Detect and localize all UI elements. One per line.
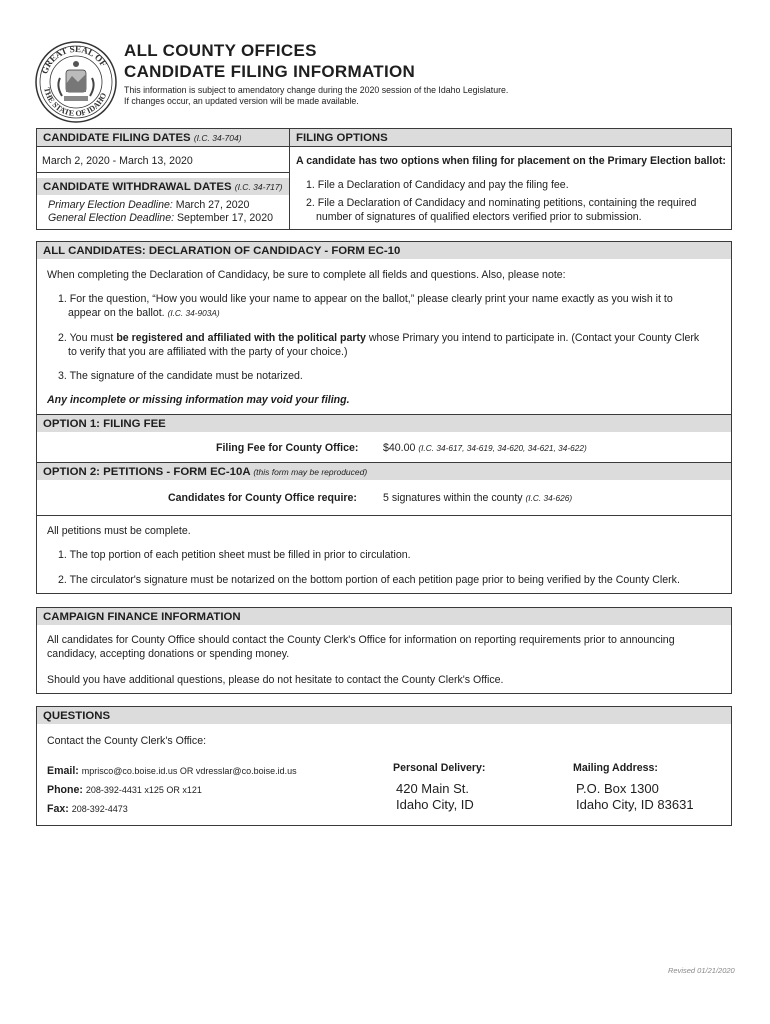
questions-heading: QUESTIONS [37, 707, 731, 724]
personal-delivery-address: 420 Main St. Idaho City, ID [396, 781, 474, 812]
mailing-address: P.O. Box 1300 Idaho City, ID 83631 [576, 781, 694, 812]
option2-heading: OPTION 2: PETITIONS - FORM EC-10A (this form may be reproduced) [37, 463, 731, 480]
filing-dates-heading: CANDIDATE FILING DATES (I.C. 34-704) [37, 129, 289, 146]
title-line-1: ALL COUNTY OFFICES [124, 41, 317, 60]
declaration-item-2: 2. You must be registered and affiliated with the political party whose Primary you intend to participate in. (Contact your County Clerk to verify that you are affiliated with the party of your choice.) [58, 332, 700, 358]
petitions-intro: All petitions must be complete. [47, 525, 191, 537]
personal-delivery-label: Personal Delivery: [393, 762, 486, 774]
questions-intro: Contact the County Clerk's Office: [47, 735, 207, 747]
declaration-intro: When completing the Declaration of Candidacy, be sure to complete all fields and questions. Also, please note: [47, 269, 566, 281]
campaign-finance-heading: CAMPAIGN FINANCE INFORMATION [37, 608, 731, 625]
primary-deadline: Primary Election Deadline: March 27, 2020 [48, 199, 250, 211]
divider [36, 146, 732, 147]
revision-date: Revised 01/21/2020 [668, 966, 735, 975]
option2-value: 5 signatures within the county (I.C. 34-626) [383, 492, 573, 504]
amendment-note: This information is subject to amendatory change during the 2020 session of the Idaho Legislature. If changes occur, an updated version will be made available. [124, 85, 509, 106]
option1-value: $40.00 (I.C. 34-617, 34-619, 34-620, 34-621, 34-622) [383, 442, 587, 454]
petitions-item-2: 2. The circulator's signature must be notarized on the bottom portion of each petition page prior to being verified by the County Clerk. [58, 574, 680, 586]
divider [36, 172, 289, 173]
title-line-2: CANDIDATE FILING INFORMATION [124, 62, 416, 81]
mailing-address-label: Mailing Address: [573, 762, 658, 774]
option2-label: Candidates for County Office require: [168, 492, 357, 504]
declaration-warning: Any incomplete or missing information may void your filing. [47, 394, 350, 406]
filing-dates-value: March 2, 2020 - March 13, 2020 [42, 155, 193, 167]
declaration-item-1: 1. For the question, “How you would like your name to appear on the ballot,” please clearly print your name exactly as you wish it to appear on the ballot. (I.C. 34-903A) [58, 293, 673, 319]
phone-line: Phone: 208-392-4431 x125 OR x121 [47, 784, 202, 796]
filing-option-item-2: 2. File a Declaration of Candidacy and nominating petitions, containing the required number of signatures of qualified electors verified prior to submission. [306, 197, 697, 223]
email-link[interactable]: mprisco@co.boise.id.us OR vdresslar@co.boise.id.us [81, 766, 297, 776]
option1-heading: OPTION 1: FILING FEE [37, 415, 731, 432]
filing-option-item-1: 1. File a Declaration of Candidacy and pay the filing fee. [306, 179, 569, 191]
state-seal-logo [34, 40, 118, 124]
filing-options-intro: A candidate has two options when filing for placement on the Primary Election ballot: [296, 155, 726, 167]
campaign-finance-text: All candidates for County Office should contact the County Clerk's Office for information on reporting requirements prior to announcing candidacy, accepting donations or spending money. [47, 634, 675, 660]
filing-options-heading: FILING OPTIONS [290, 129, 731, 146]
declaration-item-3: 3. The signature of the candidate must be notarized. [58, 370, 303, 382]
svg-text:GREAT SEAL OF: GREAT SEAL OF [39, 43, 109, 76]
divider [36, 515, 732, 516]
fax-line: Fax: 208-392-4473 [47, 803, 128, 815]
general-deadline: General Election Deadline: September 17, 2020 [48, 212, 273, 224]
campaign-finance-followup: Should you have additional questions, please do not hesitate to contact the County Clerk's Office. [47, 674, 504, 686]
petitions-item-1: 1. The top portion of each petition sheet must be filled in prior to circulation. [58, 549, 411, 561]
withdrawal-dates-heading: CANDIDATE WITHDRAWAL DATES (I.C. 34-717) [37, 178, 289, 195]
option1-label: Filing Fee for County Office: [216, 442, 359, 454]
declaration-heading: ALL CANDIDATES: DECLARATION OF CANDIDACY - FORM EC-10 [37, 242, 731, 259]
email-line: Email: mprisco@co.boise.id.us OR vdresslar@co.boise.id.us [47, 765, 297, 777]
svg-text:THE STATE OF IDAHO: THE STATE OF IDAHO [42, 86, 109, 119]
